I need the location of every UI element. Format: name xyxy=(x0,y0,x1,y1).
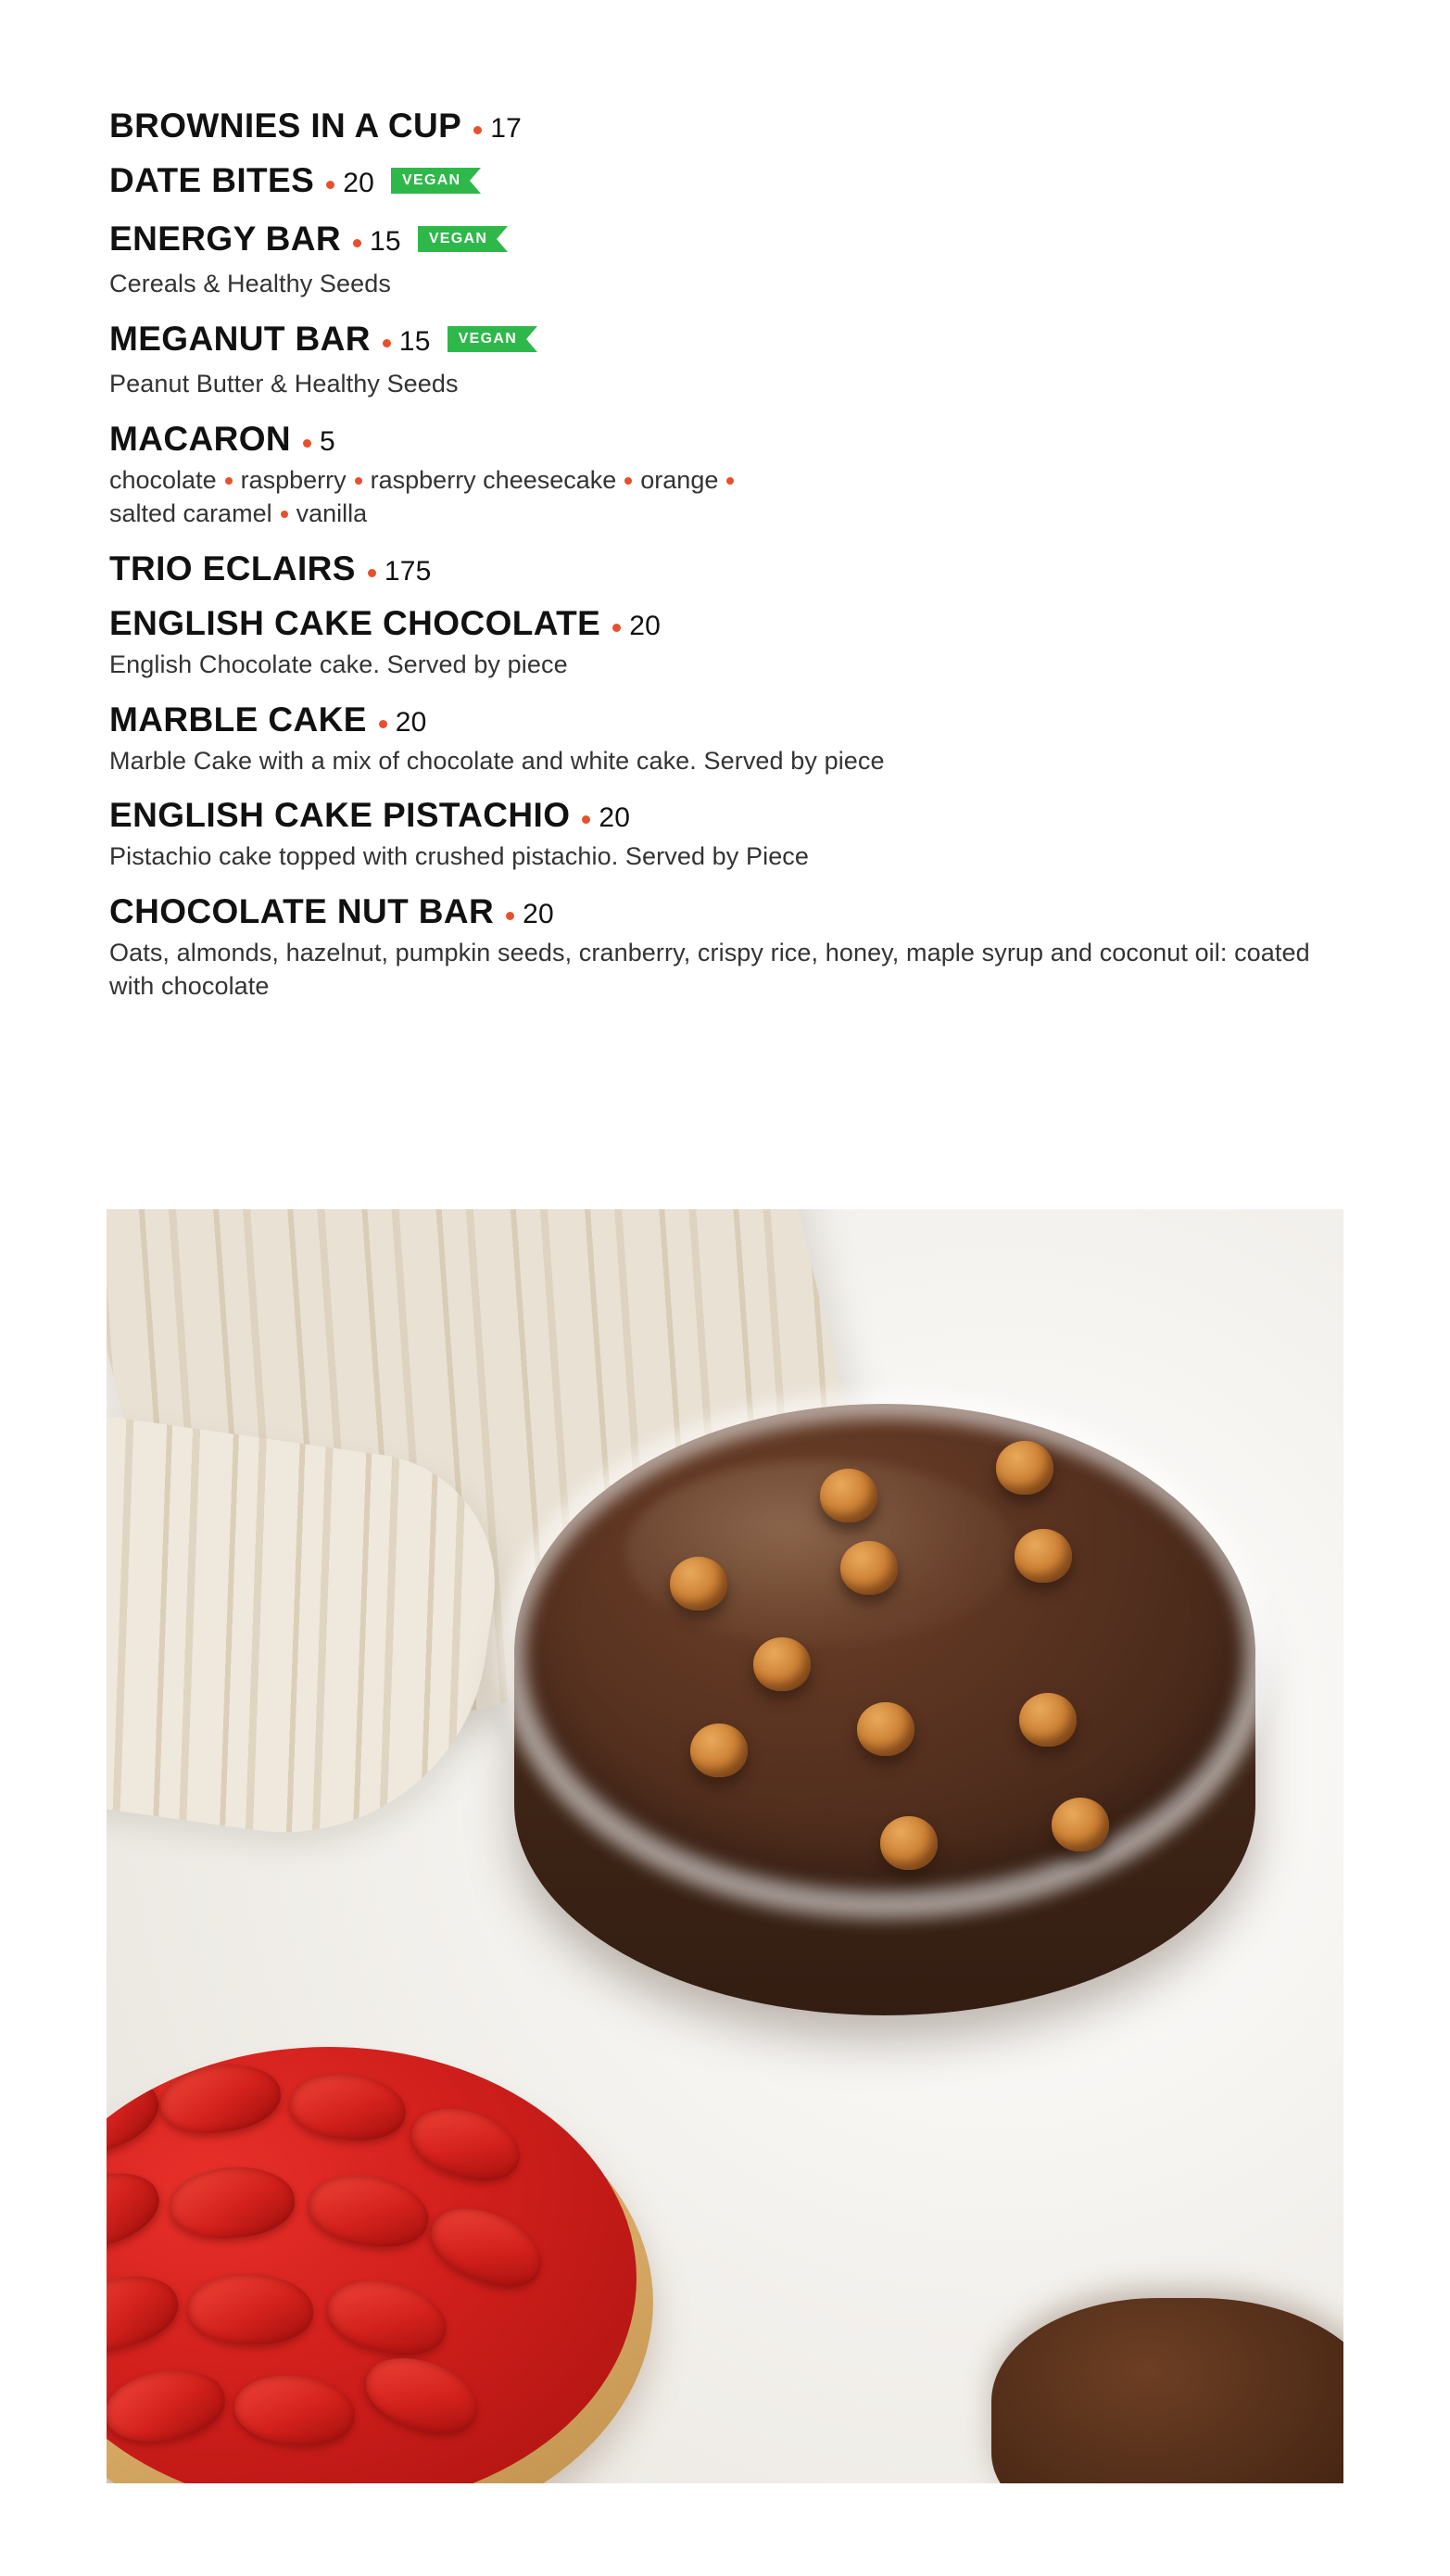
menu-item-name: CHOCOLATE NUT BAR xyxy=(109,892,495,931)
menu-item-header xyxy=(109,551,1342,586)
menu-item-header xyxy=(109,108,1342,143)
menu-item xyxy=(109,894,1342,1004)
menu-item-name: DATE BITES xyxy=(109,161,315,199)
chocolate-hazelnut-cake xyxy=(514,1404,1255,2052)
menu-item-description: English Chocolate cake. Served by piece xyxy=(109,650,568,678)
hazelnut xyxy=(753,1637,811,1691)
menu-item-flavor-list xyxy=(109,464,1156,531)
separator-dot-icon xyxy=(726,477,734,485)
hazelnut xyxy=(880,1816,938,1870)
menu-item xyxy=(109,108,1342,143)
strawberry-slice xyxy=(356,2344,487,2446)
menu-item-header xyxy=(109,419,1342,458)
flavor-option: orange xyxy=(640,465,719,494)
separator-dot-icon xyxy=(281,511,288,518)
menu-item-name: ENERGY BAR xyxy=(109,220,342,258)
vegan-badge: VEGAN xyxy=(418,226,508,252)
hazelnut xyxy=(857,1702,914,1756)
strawberry-slice xyxy=(304,2166,435,2254)
flavor-option: chocolate xyxy=(109,465,217,494)
menu-item-price: 15 xyxy=(398,325,431,357)
strawberry-slice xyxy=(421,2193,553,2302)
menu-item xyxy=(109,163,1342,201)
menu-item-description: Cereals & Healthy Seeds xyxy=(109,270,391,297)
menu-item-name: ENGLISH CAKE PISTACHIO xyxy=(109,796,571,835)
menu-item-list xyxy=(109,88,1342,1004)
menu-item-header xyxy=(109,796,1342,835)
menu-item-price: 15 xyxy=(370,226,401,257)
dessert-photo xyxy=(107,1209,1343,2483)
strawberry-topping xyxy=(107,2047,637,2483)
menu-item-description: Marble Cake with a mix of chocolate and white cake. Served by piece xyxy=(109,746,885,775)
menu-item-description: Pistachio cake topped with crushed pistachio. Served by Piece xyxy=(109,842,810,871)
strawberry-slice xyxy=(168,2163,297,2241)
menu-item xyxy=(109,603,1342,682)
menu-item-price: 175 xyxy=(384,555,432,587)
strawberry-slice xyxy=(321,2269,454,2365)
menu-item xyxy=(109,702,1342,778)
menu-item-price: 20 xyxy=(523,899,554,930)
menu-item-name: MEGANUT BAR xyxy=(109,319,371,358)
menu-item xyxy=(109,419,1342,531)
hazelnut xyxy=(1052,1798,1109,1851)
menu-item-name: MARBLE CAKE xyxy=(109,700,367,739)
strawberry-slice xyxy=(231,2369,358,2450)
menu-item-header xyxy=(109,319,1342,360)
strawberry-slice xyxy=(107,2160,168,2263)
flavor-option: raspberry xyxy=(240,465,347,494)
flavor-option: raspberry cheesecake xyxy=(370,465,617,494)
menu-item-price: 20 xyxy=(629,610,662,641)
separator-dot-icon xyxy=(379,720,387,728)
hazelnut xyxy=(1015,1529,1072,1583)
menu-item-header xyxy=(109,702,1342,737)
hazelnut xyxy=(996,1441,1053,1495)
menu-item-description: Peanut Butter & Healthy Seeds xyxy=(109,369,459,398)
menu-item xyxy=(109,551,1342,586)
hazelnut xyxy=(840,1541,898,1595)
menu-item-description: Oats, almonds, hazelnut, pumpkin seeds, cranberry, crispy rice, honey, maple syrup and coconut oil: coated with chocolate xyxy=(109,939,1310,1001)
separator-dot-icon xyxy=(624,477,632,485)
chocolate-crumb xyxy=(991,2298,1343,2483)
menu-item-price: 20 xyxy=(599,802,631,834)
strawberry-slice xyxy=(107,2361,230,2449)
flavor-option: salted caramel xyxy=(109,499,272,527)
menu-item-header xyxy=(109,163,1342,201)
menu-item-name: TRIO ECLAIRS xyxy=(109,549,356,587)
menu-item-header xyxy=(109,892,1342,931)
menu-item xyxy=(109,221,1342,301)
menu-item-price: 5 xyxy=(320,425,335,457)
flavor-option: vanilla xyxy=(296,499,368,527)
menu-item-header xyxy=(109,603,1342,642)
menu-item-header xyxy=(109,221,1342,259)
separator-dot-icon xyxy=(506,912,514,920)
hazelnut xyxy=(1019,1693,1077,1747)
menu-item-name: ENGLISH CAKE CHOCOLATE xyxy=(109,603,601,642)
vegan-badge: VEGAN xyxy=(448,326,537,352)
hazelnut xyxy=(820,1469,877,1522)
menu-item-name: MACARON xyxy=(109,419,292,458)
menu-item-price: 20 xyxy=(395,706,427,738)
menu-item-price: 17 xyxy=(490,113,523,144)
vegan-badge: VEGAN xyxy=(391,168,481,194)
strawberry-slice xyxy=(403,2096,529,2192)
menu-item xyxy=(109,319,1342,401)
separator-dot-icon xyxy=(612,624,621,632)
menu-item xyxy=(109,798,1342,874)
menu-item-name: BROWNIES IN A CUP xyxy=(109,107,462,145)
strawberry-slice xyxy=(107,2065,169,2167)
strawberry-slice xyxy=(107,2265,185,2360)
strawberry-slice xyxy=(187,2272,315,2347)
separator-dot-icon xyxy=(473,126,482,134)
separator-dot-icon xyxy=(368,569,376,577)
strawberry-slice xyxy=(157,2057,285,2140)
separator-dot-icon xyxy=(355,477,362,485)
separator-dot-icon xyxy=(326,181,334,189)
strawberry-tart xyxy=(107,2025,653,2483)
separator-dot-icon xyxy=(353,239,361,247)
hazelnut xyxy=(670,1557,727,1610)
strawberry-slice xyxy=(287,2069,410,2146)
separator-dot-icon xyxy=(303,439,311,448)
separator-dot-icon xyxy=(383,339,391,347)
hazelnut xyxy=(690,1724,748,1777)
menu-item-price: 20 xyxy=(343,168,374,198)
separator-dot-icon xyxy=(225,477,233,485)
separator-dot-icon xyxy=(582,815,590,824)
